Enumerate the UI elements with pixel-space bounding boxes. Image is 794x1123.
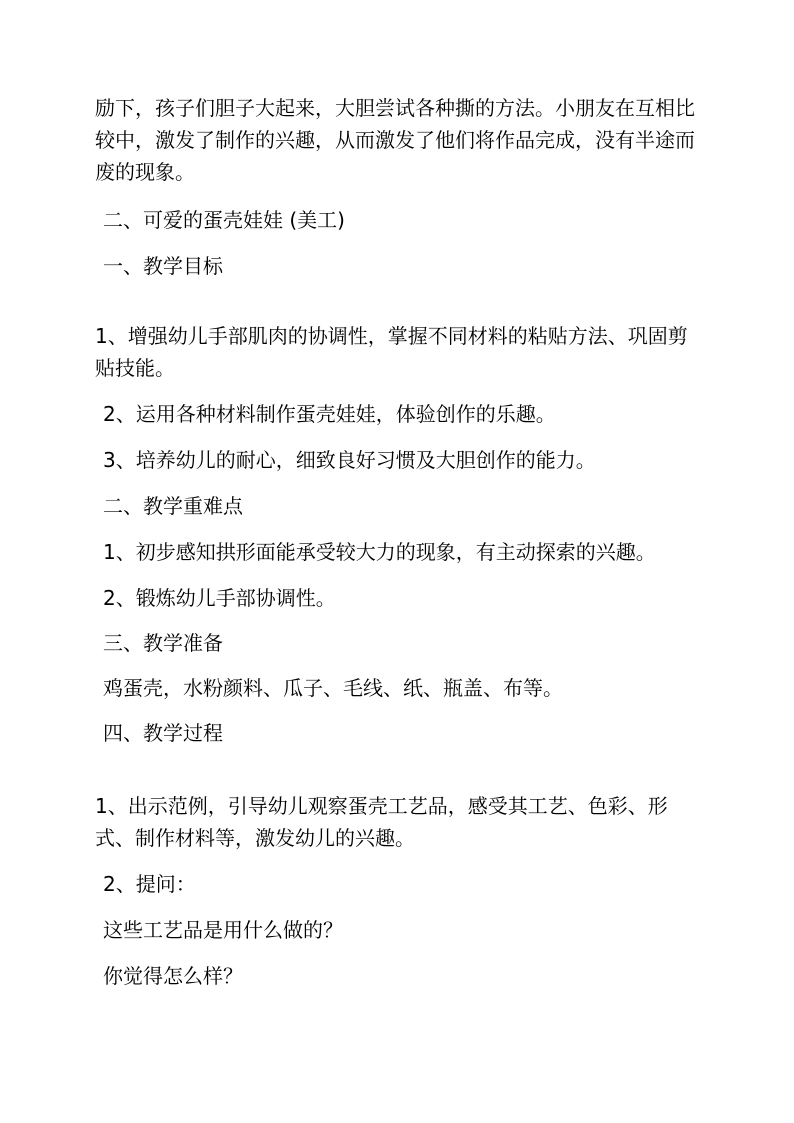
question-2: 你觉得怎么样？ <box>103 964 243 988</box>
heading-teaching-goals: 一、教学目标 <box>103 254 223 278</box>
goal-item-2: 2、运用各种材料制作蛋壳娃娃，体验创作的乐趣。 <box>103 402 556 426</box>
paragraph-intro: 励下，孩子们胆子大起来，大胆尝试各种撕的方法。小朋友在互相比较中，激发了制作的兴趣，从而激发了他们将作品完成，没有半途而废的现象。 <box>95 96 695 184</box>
preparation-materials: 鸡蛋壳，水粉颜料、瓜子、毛线、纸、瓶盖、布等。 <box>103 676 563 700</box>
question-1: 这些工艺品是用什么做的？ <box>103 918 343 942</box>
process-item-1: 1、出示范例，引导幼儿观察蛋壳工艺品，感受其工艺、色彩、形式、制作材料等，激发幼儿的兴趣。 <box>95 794 668 850</box>
goal-item-3: 3、培养幼儿的耐心，细致良好习惯及大胆创作的能力。 <box>103 448 596 472</box>
difficulty-item-1: 1、初步感知拱形面能承受较大力的现象，有主动探索的兴趣。 <box>103 540 656 564</box>
heading-preparation: 三、教学准备 <box>103 631 223 655</box>
section-heading-egg-doll: 二、可爱的蛋壳娃娃 (美工) <box>103 208 345 232</box>
difficulty-item-2: 2、锻炼幼儿手部协调性。 <box>103 586 336 610</box>
process-item-2: 2、提问： <box>103 872 196 896</box>
heading-key-difficulties: 二、教学重难点 <box>103 494 243 518</box>
goal-item-1: 1、增强幼儿手部肌肉的协调性，掌握不同材料的粘贴方法、巩固剪贴技能。 <box>95 324 688 380</box>
heading-teaching-process: 四、教学过程 <box>103 721 223 745</box>
